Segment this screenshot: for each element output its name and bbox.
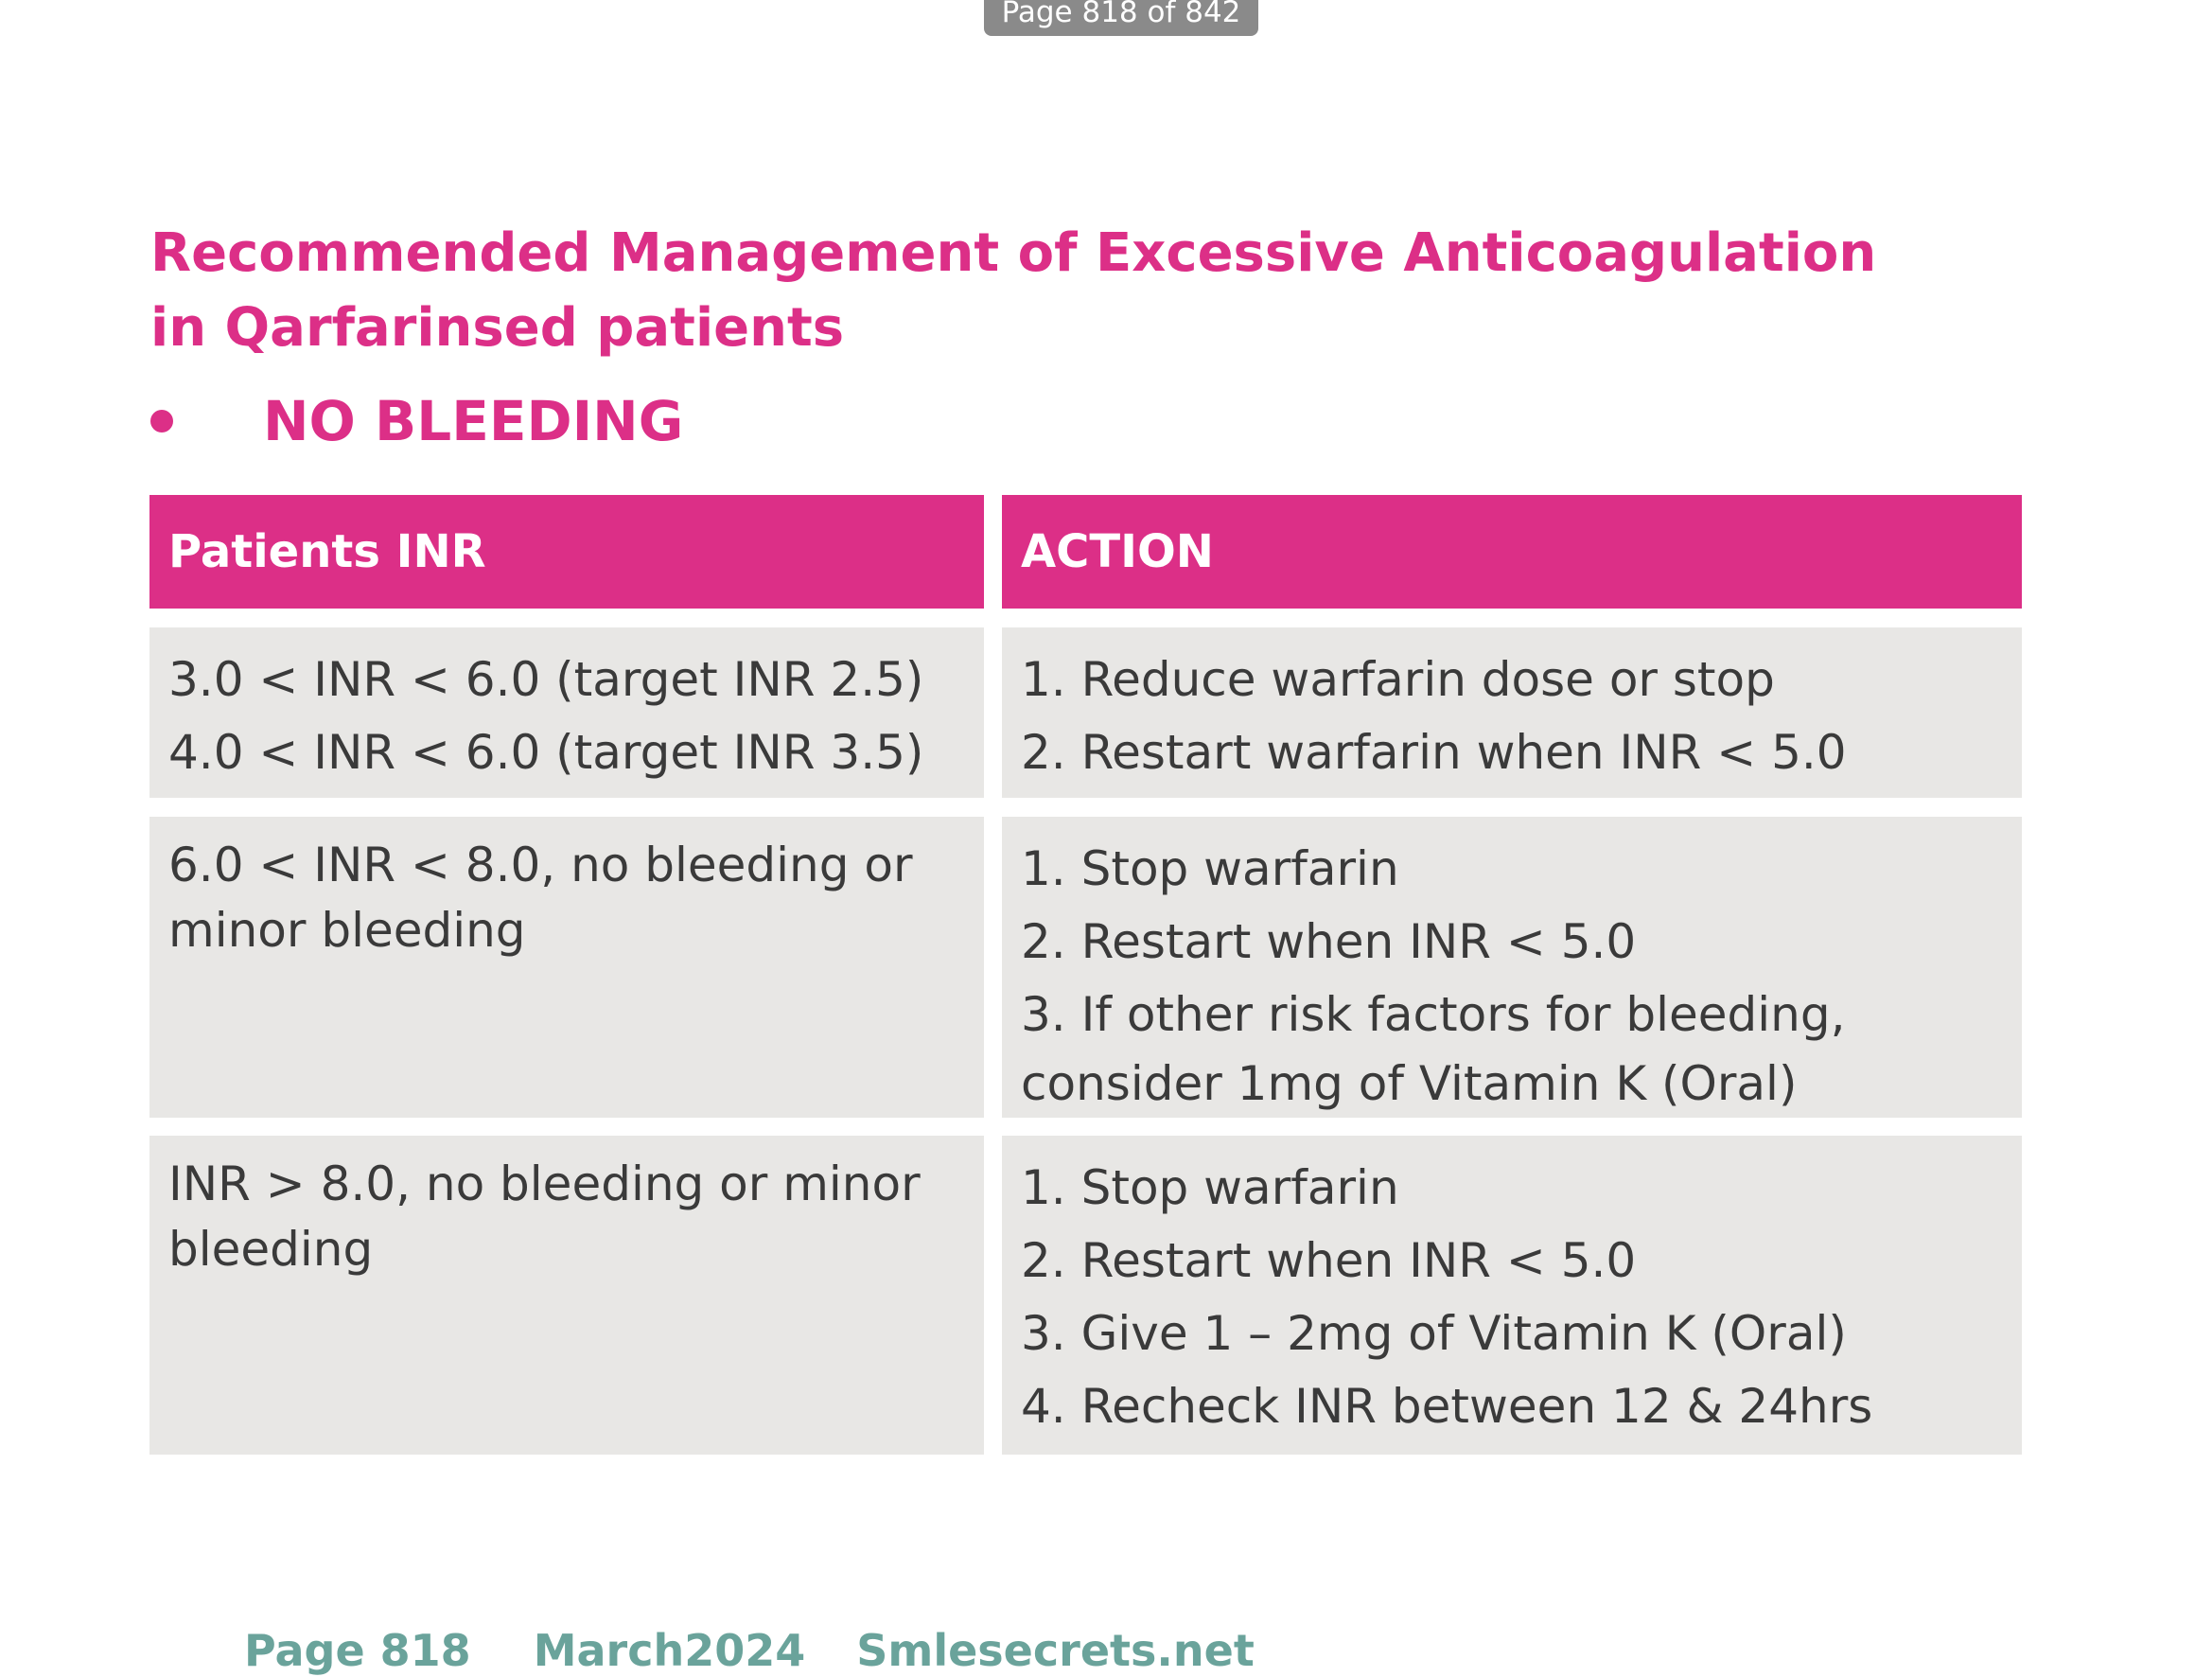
footer-date: March2024 — [533, 1625, 806, 1676]
action-item: 2. Restart when INR < 5.0 — [1021, 914, 1637, 969]
action-item: 1. Reduce warfarin dose or stop — [1021, 652, 1775, 707]
inr-cell — [149, 1136, 984, 1455]
inr-cell — [149, 817, 984, 1118]
action-item: 1. Stop warfarin — [1021, 1160, 1399, 1215]
action-item-continuation: consider 1mg of Vitamin K (Oral) — [1021, 1056, 1798, 1111]
subheading-row — [150, 383, 683, 459]
inr-text: 6.0 < INR < 8.0, no bleeding or minor bleeding — [168, 838, 913, 958]
action-item: 3. Give 1 – 2mg of Vitamin K (Oral) — [1021, 1306, 1847, 1361]
action-item: 3. If other risk factors for bleeding, — [1021, 987, 1846, 1042]
action-item: 1. Stop warfarin — [1021, 841, 1399, 896]
bullet-icon — [150, 410, 173, 432]
action-item: 4. Recheck INR between 12 & 24hrs — [1021, 1379, 1873, 1434]
inr-cell — [149, 627, 984, 798]
page-title: Recommended Management of Excessive Anticoagulation in Qarfarinsed patients — [150, 222, 1877, 359]
action-item: 2. Restart when INR < 5.0 — [1021, 1233, 1637, 1288]
page-footer — [244, 1624, 1255, 1677]
inr-text: 3.0 < INR < 6.0 (target INR 2.5) — [168, 652, 924, 707]
footer-site: Smlesecrets.net — [856, 1625, 1255, 1676]
table-header-row — [149, 495, 2023, 609]
table-row — [149, 1136, 2023, 1455]
table-row — [149, 627, 2023, 798]
inr-text: 4.0 < INR < 6.0 (target INR 3.5) — [168, 725, 924, 780]
inr-text: INR > 8.0, no bleeding or minor bleeding — [168, 1156, 921, 1277]
footer-page-number: Page 818 — [244, 1625, 471, 1676]
action-cell — [1002, 817, 2022, 1118]
action-cell — [1002, 1136, 2022, 1455]
action-item: 2. Restart warfarin when INR < 5.0 — [1021, 725, 1847, 780]
column-header-action: ACTION — [1002, 495, 2022, 609]
page-indicator: Page 818 of 842 — [984, 0, 1258, 36]
table-row — [149, 817, 2023, 1118]
action-cell — [1002, 627, 2022, 798]
subheading: NO BLEEDING — [263, 389, 684, 453]
column-header-patients-inr: Patients INR — [149, 495, 984, 609]
